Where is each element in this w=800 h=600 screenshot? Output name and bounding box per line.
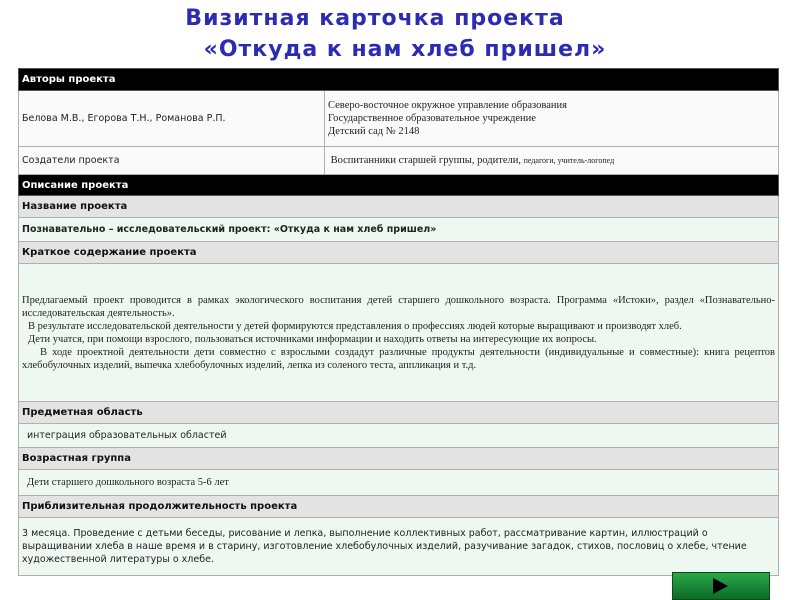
project-name-label-row xyxy=(19,196,779,218)
summary-label-row xyxy=(19,242,779,264)
title-line-2: «Откуда к нам хлеб пришел» xyxy=(203,37,607,62)
authors-organization xyxy=(325,91,779,147)
duration-value-row xyxy=(19,518,779,576)
summary-label: Краткое содержание проекта xyxy=(19,242,779,264)
project-name-value: Познавательно – исследовательский проект: «Откуда к нам хлеб пришел» xyxy=(19,218,779,242)
authors-row xyxy=(19,91,779,147)
subject-value: интеграция образовательных областей xyxy=(19,424,779,448)
summary-paragraph-4: В ходе проектной деятельности дети совместно с взрослыми создадут различные продукты деятельности (индивидуальные и совместные): книга рецептов хлебобулочных изделий, выпечка хлебобулочных изделий, лепка из соленого теста, аппликация и т.д. xyxy=(22,346,775,371)
description-header: Описание проекта xyxy=(19,175,779,196)
org-line-1: Северо-восточное окружное управление образования xyxy=(328,100,567,111)
duration-value: 3 месяца. Проведение с детьми беседы, рисование и лепка, выполнение коллективных работ, рассматривание картин, иллюстраций о выращивании хлеба в наше время и в старину, изготовление хлебобулочных изделий, разучивание загадок, стихов, пословиц о хлебе, чтение художественной литературы о хлебе. xyxy=(19,518,779,576)
age-group-value-row xyxy=(19,470,779,496)
creators-row xyxy=(19,147,779,175)
creators-value xyxy=(325,147,779,175)
title-line-1: Визитная карточка проекта xyxy=(185,6,565,31)
creators-value-small: педагоги, учитель-логопед xyxy=(523,156,615,165)
summary-paragraph-1: Предлагаемый проект проводится в рамках экологического воспитания детей старшего дошкольного возраста. Программа «Истоки», раздел «Познавательно-исследовательская деятельность». xyxy=(22,294,775,319)
project-card-table xyxy=(18,68,779,576)
description-header-row xyxy=(19,175,779,196)
age-group-value: Дети старшего дошкольного возраста 5-6 лет xyxy=(19,470,779,496)
play-arrow-icon xyxy=(711,577,729,595)
subject-value-row xyxy=(19,424,779,448)
duration-label-row xyxy=(19,496,779,518)
age-group-label-row xyxy=(19,448,779,470)
creators-label: Создатели проекта xyxy=(19,147,325,175)
summary-row xyxy=(19,264,779,402)
project-name-label: Название проекта xyxy=(19,196,779,218)
subject-label-row xyxy=(19,402,779,424)
subject-label: Предметная область xyxy=(19,402,779,424)
duration-label: Приблизительная продолжительность проекта xyxy=(19,496,779,518)
next-slide-button[interactable] xyxy=(672,572,770,600)
authors-header: Авторы проекта xyxy=(19,69,779,91)
authors-names: Белова М.В., Егорова Т.Н., Романова Р.П. xyxy=(19,91,325,147)
age-group-label: Возрастная группа xyxy=(19,448,779,470)
org-line-3: Детский сад № 2148 xyxy=(328,126,420,137)
summary-paragraph-2: В результате исследовательской деятельности у детей формируются представления о профессиях людей которые выращивают и производят хлеб. xyxy=(28,320,682,332)
summary-text xyxy=(19,264,779,402)
authors-header-row xyxy=(19,69,779,91)
creators-value-main: Воспитанники старшей группы, родители, xyxy=(330,155,524,166)
project-name-value-row xyxy=(19,218,779,242)
summary-paragraph-3: Дети учатся, при помощи взрослого, пользоваться источниками информации и находить ответы на интересующие их вопросы. xyxy=(28,333,597,345)
org-line-2: Государственное образовательное учреждение xyxy=(328,113,536,124)
